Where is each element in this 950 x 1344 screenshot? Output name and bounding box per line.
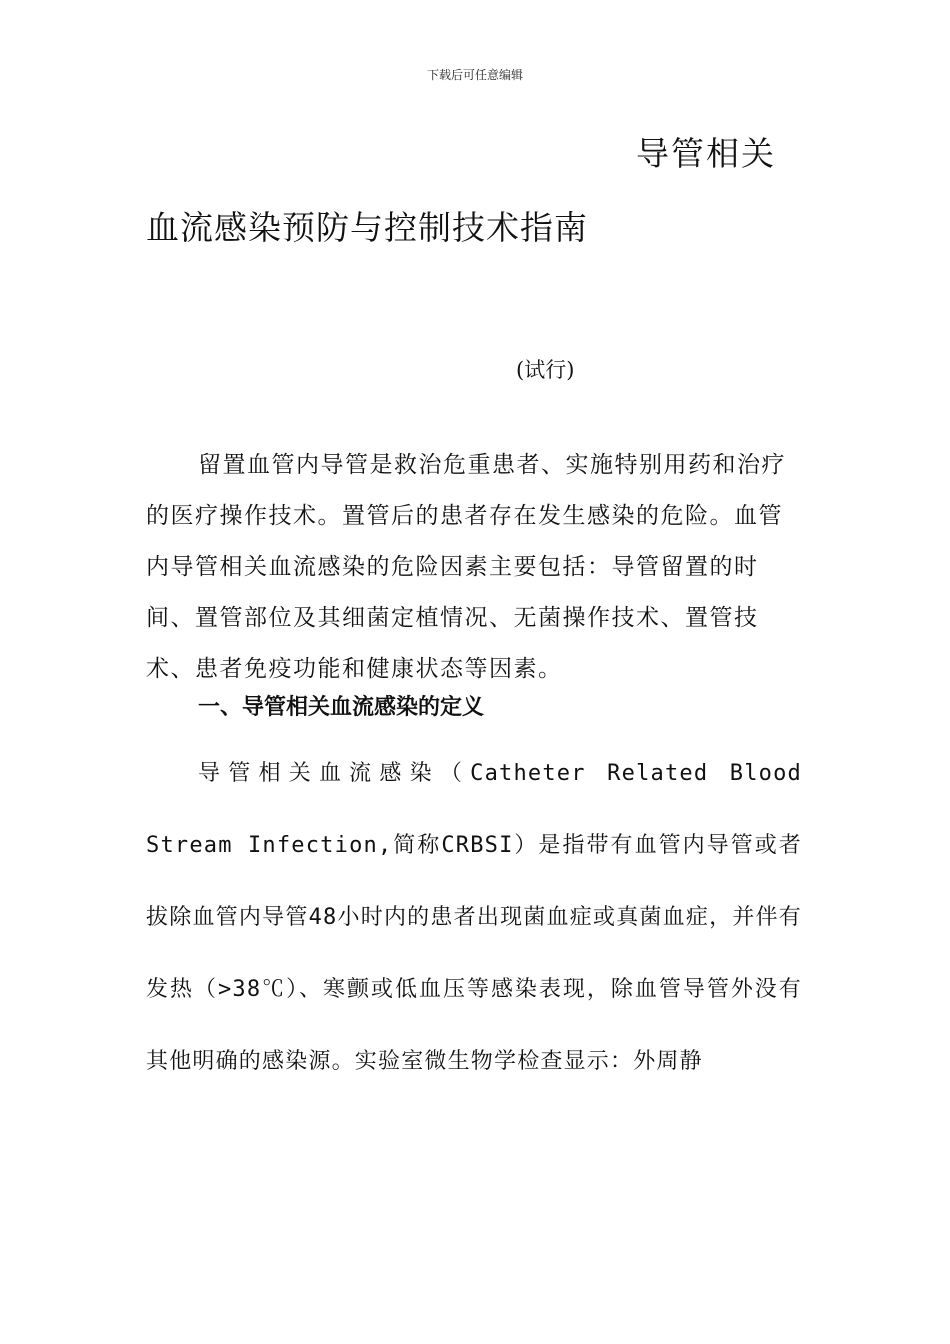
definition-paragraph: 导管相关血流感染（Catheter Related Blood Stream Infection,简称CRBSI）是指带有血管内导管或者拔除血管内导管48小时内的患者出现菌血症或真菌血症，并伴有发热（>38℃）、寒颤或低血压等感染表现，除血管导管外没有其他明确的感染源。实验室微生物学检查显示：外周静 [146, 761, 802, 1074]
document-title-part2: 血流感染预防与控制技术指南 [146, 208, 588, 247]
intro-paragraph: 留置血管内导管是救治危重患者、实施特别用药和治疗的医疗操作技术。置管后的患者存在发生感染的危险。血管内导管相关血流感染的危险因素主要包括：导管留置的时间、置管部位及其细菌定植情况、无菌操作技术、置管技术、患者免疫功能和健康状态等因素。 [146, 452, 786, 682]
section-heading: 一、导管相关血流感染的定义 [198, 695, 485, 720]
document-title-part1: 导管相关 [636, 134, 776, 173]
header-note: 下载后可任意编辑 [426, 68, 523, 82]
document-subtitle: (试行) [516, 358, 575, 382]
